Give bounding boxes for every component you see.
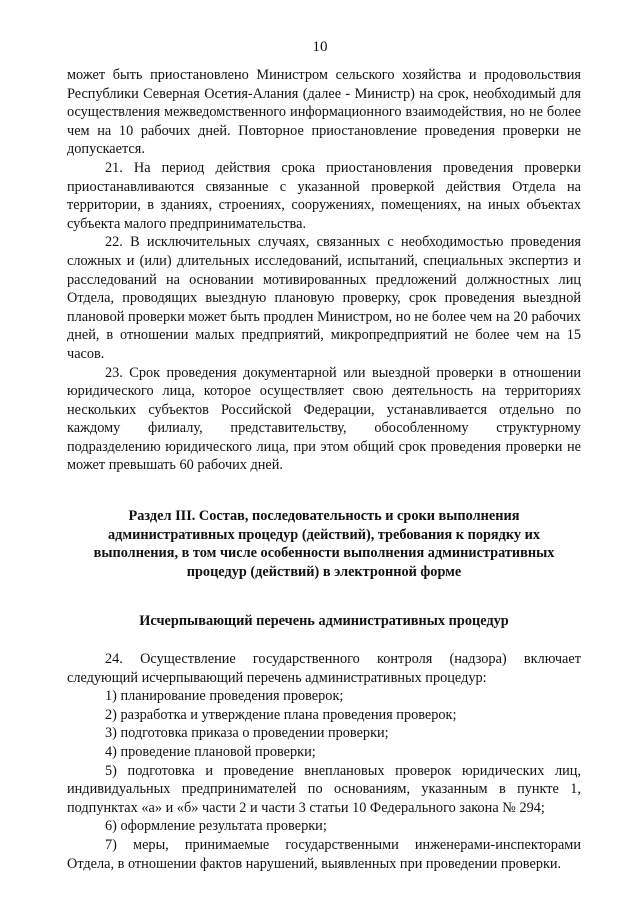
subheading: Исчерпывающий перечень административных процедур bbox=[139, 613, 509, 630]
paragraph-21: 21. На период действия срока приостановления проведения проверки приостанавливаются связанные с указанной проверкой действия Отдела на территории, в зданиях, строениях, сооружениях, помещениях, на иных объектах субъекта малого предпринимательства. bbox=[67, 159, 581, 232]
list-item: 6) оформление результата проверки; bbox=[105, 818, 327, 835]
section-heading: Раздел III. Состав, последовательность и сроки выполнения административных процедур (действий), требования к порядку их выполнения, в том числе особенности выполнения административных процедур (действий) в электронной форме bbox=[93, 508, 555, 580]
paragraph-24-intro: 24. Осуществление государственного контроля (надзора) включает следующий исчерпывающий перечень административных процедур: bbox=[67, 651, 581, 686]
paragraph-22: 22. В исключительных случаях, связанных с необходимостью проведения сложных и (или) длительных исследований, испытаний, специальных экспертиз и расследований на основании мотивированных предложений должностных лиц Отдела, проводящих выездную плановую проверку, срок проведения выездной плановой проверки может быть продлен Министром, но не более чем на 20 рабочих дней, в отношении малых предприятий, микропредприятий не более чем на 15 часов. bbox=[67, 234, 581, 362]
list-item: 5) подготовка и проведение внеплановых проверок юридических лиц, индивидуальных предпринимателей по основаниям, указанным в пункте 1, подпунктах «а» и «б» части 2 и части 3 статьи 10 Федерального закона № 294; bbox=[67, 762, 581, 816]
page-number: 10 bbox=[312, 39, 328, 55]
list-item: 3) подготовка приказа о проведении проверки; bbox=[105, 725, 389, 742]
list-item: 1) планирование проведения проверок; bbox=[105, 688, 344, 705]
spacer bbox=[67, 631, 581, 650]
list-item: 7) меры, принимаемые государственными инженерами-инспекторами Отдела, в отношении фактов нарушений, выявленных при проведении проверки. bbox=[67, 836, 581, 872]
list-item: 2) разработка и утверждение плана проведения проверок; bbox=[105, 706, 457, 723]
list-item: 4) проведение плановой проверки; bbox=[105, 744, 316, 760]
document-body bbox=[67, 66, 581, 873]
paragraph-20-continuation: может быть приостановлено Министром сельского хозяйства и продовольствия Республики Северная Осетия-Алания (далее - Министр) на срок, необходимый для осуществления межведомственного информационного взаимодействия, но не более чем на 10 рабочих дней. Повторное приостановление проведения проверки не допускается. bbox=[67, 67, 581, 158]
paragraph-23: 23. Срок проведения документарной или выездной проверки в отношении юридического лица, которое осуществляет свою деятельность на территориях нескольких субъектов Российской Федерации, устанавливается отдельно по каждому филиалу, представительству, обособленному структурному подразделению юридического лица, при этом общий срок проведения проверки не может превышать 60 рабочих дней. bbox=[67, 364, 581, 474]
